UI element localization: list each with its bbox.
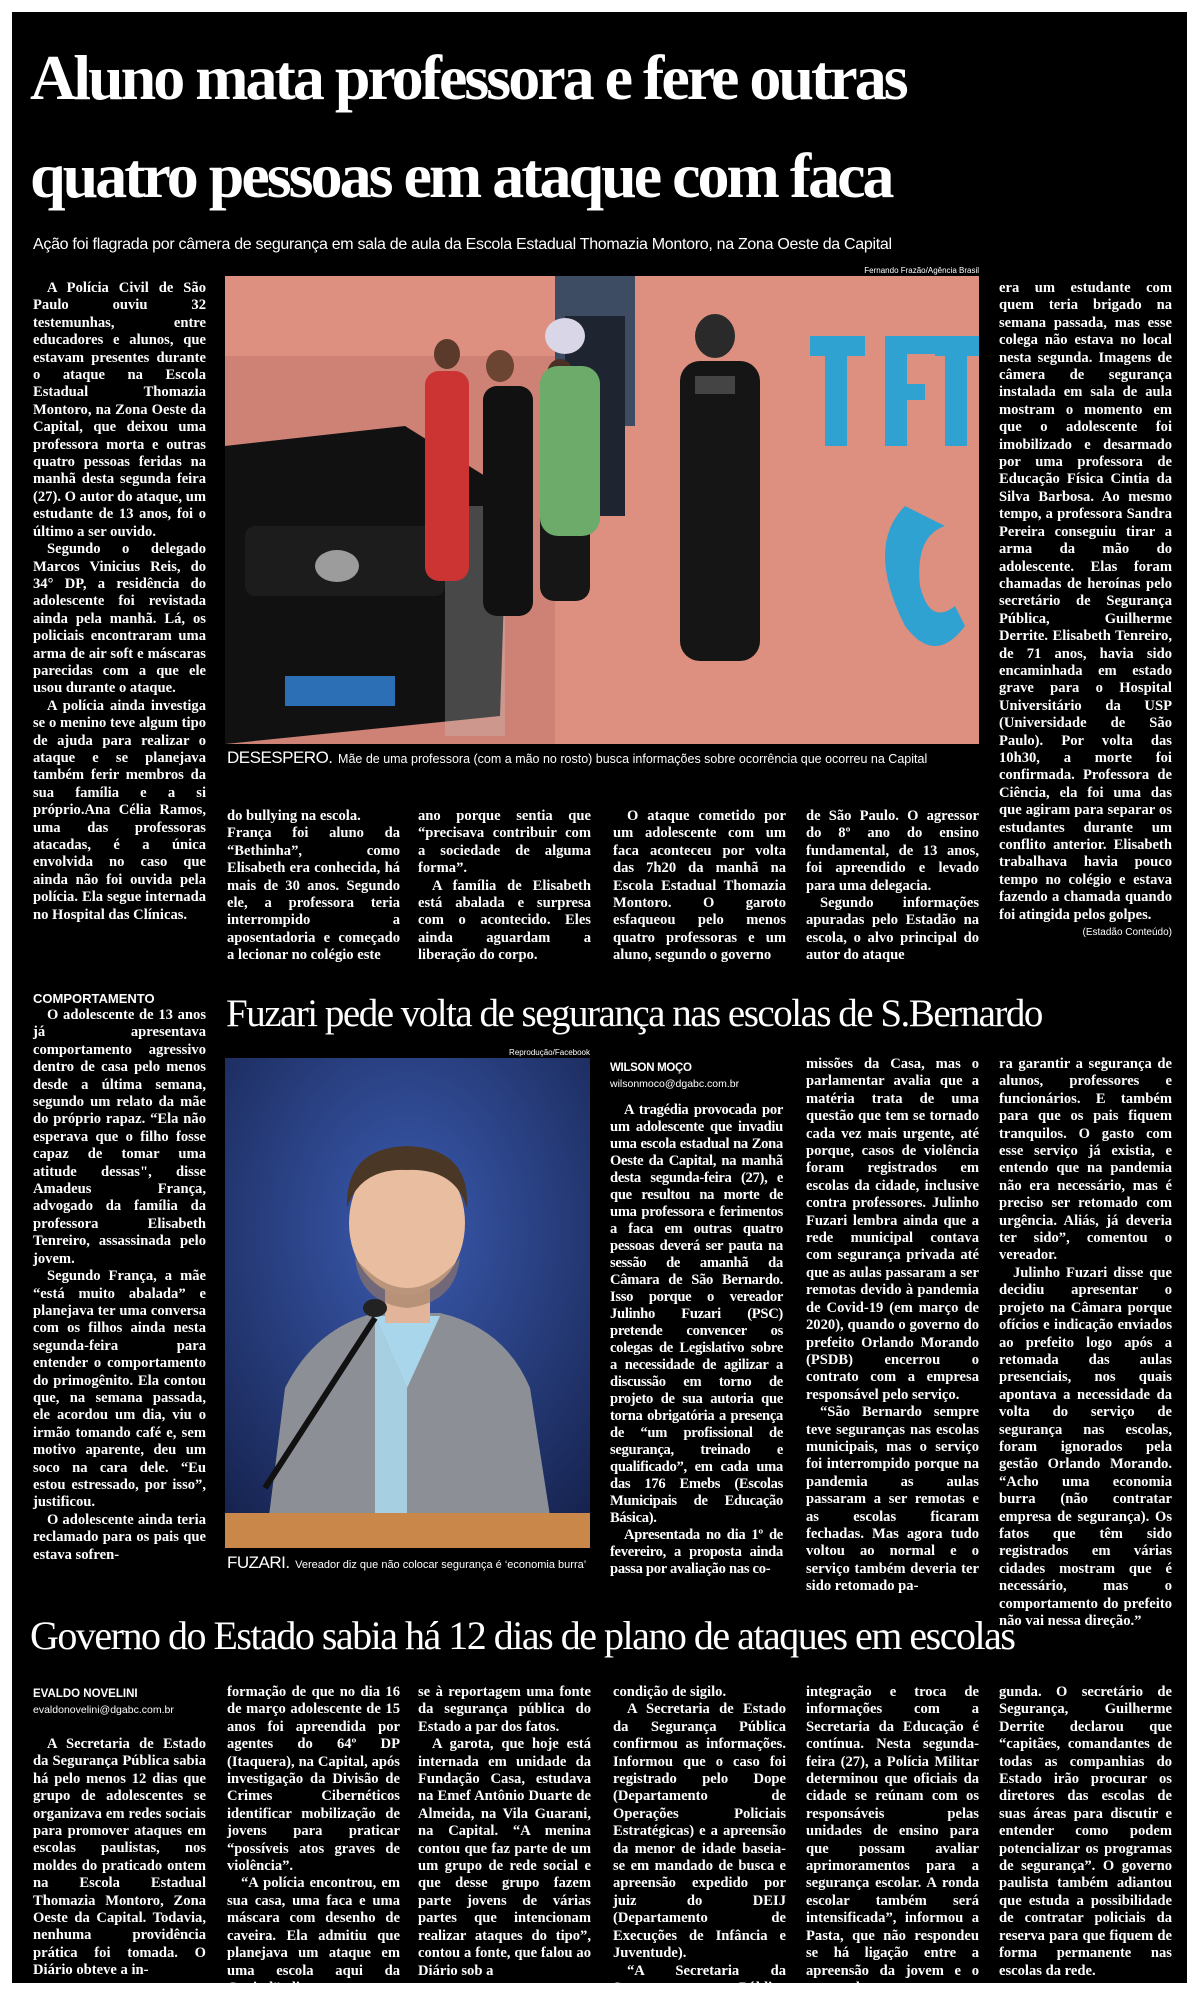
- caption-lead: FUZARI.: [227, 1553, 290, 1572]
- caption-text: Vereador diz que não colocar segurança é ‘economia burra’: [295, 1559, 587, 1571]
- paragraph: Segundo França, a mãe “está muito abalada” e planejava ter uma conversa com os filhos ainda nesta segunda-feira para entender o comportamento do primogênito. Ela contou que, na semana passada, ele acordou um dia, viu o irmão tomando café e, sem motivo aparente, deu um soco na cara dele. “Eu estou estressado, por isso”, justificou.: [33, 1268, 206, 1511]
- paragraph: A garota, que hoje está internada em unidade da Fundação Casa, estudava na Emef Antônio Duarte de Almeida, na Vila Guarani, na Capital. “A menina contou que faz parte de um um grupo de rede social e que desse grupo fazem parte jovens de várias partes que intencionam realizar ataques do tipo”, contou a fonte, que falou ao Diário sob a: [418, 1736, 591, 1979]
- paragraph: integração e troca de informações com a Secretaria da Educação é contínua. Nesta segunda-feira (27), a Polícia Militar determinou que oficiais da cidade se reúnam com os responsáveis pelas unidades de ensino para que possam avaliar aprimoramentos para a segurança escolar. A ronda escolar também será intensificada”, informou a Pasta, que não respondeu se há ligação entre a apreensão da jovem e o ataque desta se-: [806, 1684, 979, 1996]
- caption-lead: DESESPERO.: [227, 748, 333, 767]
- paragraph: A Secretaria de Estado da Segurança Pública confirmou as informações. Informou que o caso foi registrado pelo Dope (Departamento de Operações Policiais Estratégicas) e a apreensão da menor de idade baseia-se em mandado de busca e apreensão expedido por juiz do DEIJ (Departamento de Execuções de Infância e Juventude).: [613, 1701, 786, 1962]
- article1-column-b: [418, 808, 591, 973]
- photo-caption: [227, 1553, 586, 1573]
- paragraph: Segundo informações apuradas pelo Estadão na escola, o alvo principal do autor do ataque: [806, 895, 979, 964]
- photo-caption: [227, 748, 927, 768]
- paragraph: Segundo o delegado Marcos Vinicius Reis, do 34° DP, a residência do adolescente foi revistada ainda pela manhã. Lá, os policiais encontraram uma arma de air soft e máscaras parecidas com a que ele usou durante o ataque.: [33, 541, 206, 697]
- article3-column-6: [999, 1684, 1172, 1979]
- paragraph: formação de que no dia 16 de março adolescente de 15 anos foi apreendida por agentes do 64º DP (Itaquera), na Capital, após investigação da Divisão de Crimes Cibernéticos identificar mobilização de jovens para praticar “possíveis atos graves de violência”.: [227, 1684, 400, 1875]
- paragraph: “A polícia encontrou, em sua casa, uma faca e uma máscara com desenho de caveira. Ela admitiu que planejava um ataque em uma escola aqui da Capital”, dis-: [227, 1875, 400, 1996]
- article1-column-c: [613, 808, 786, 973]
- article3-column-5: [806, 1684, 979, 1996]
- article3-column-3: [418, 1684, 591, 1979]
- photo-credit: Reprodução/Facebook: [509, 1048, 590, 1057]
- section-kicker: COMPORTAMENTO: [33, 991, 155, 1006]
- school-photo: [225, 276, 979, 744]
- paragraph: ra garantir a segurança de alunos, professores e funcionários. E também para que os pais fiquem tranquilos. O gasto com esse serviço já existia, e entendo que na pandemia não era necessário, mas é preciso ser retomado com urgência. Aliás, já deveria ter sido”, comentou o vereador.: [999, 1056, 1172, 1264]
- source-credit: (Estadão Conteúdo): [1082, 927, 1172, 939]
- caption-text: Mãe de uma professora (com a mão no rosto) busca informações sobre ocorrência que ocorreu na Capital: [338, 752, 928, 766]
- article1-column-right: [999, 280, 1172, 980]
- paragraph: O ataque cometido por um adolescente com um faca aconteceu por volta das 7h20 da manhã na Escola Estadual Thomazia Montoro. O garoto esfaqueou pelo menos quatro professoras e um aluno, segundo o governo: [613, 808, 786, 964]
- paragraph: era um estudante com quem teria brigado na semana passada, mas esse colega não estava no local nesta segunda. Imagens de câmera de segurança instalada em sala de aula mostram o momento em que o adolescente foi imobilizado e desarmado por uma professora de Educação Física Cintia da Silva Barbosa. Ao mesmo tempo, a professora Sandra Pereira conseguiu tirar a arma da mão do adolescente. Elas foram chamadas de heroínas pelo secretário de Segurança Pública, Guilherme Derrite. Elisabeth Tenreiro, de 71 anos, havia sido encaminhada em estado grave para o Hospital Universitário da USP (Universidade de São Paulo). Por volta das 10h30, a morte foi confirmada. Professora de Ciência, ela foi uma das que agiram para separar os estudantes durante um conflito anterior. Elisabeth trabalhava havia pouco tempo no colégio e estava fazendo a chamada quando foi atingida pelos golpes.: [999, 280, 1172, 923]
- subtitle: Ação foi flagrada por câmera de segurança em sala de aula da Escola Estadual Thomazia Montoro, na Zona Oeste da Capital: [33, 236, 892, 253]
- byline: WILSON MOÇO: [610, 1062, 692, 1074]
- paragraph: “São Bernardo sempre teve seguranças nas escolas municipais, mas o serviço foi interrompido porque na pandemia as aulas passaram a ser remotas e as escolas ficaram fechadas. Mas agora tudo voltou ao normal e o serviço também deveria ter sido retomado pa-: [806, 1404, 979, 1595]
- paragraph: ano porque sentia que “precisava contribuir com a sociedade de alguma forma”.: [418, 808, 591, 877]
- paragraph: A tragédia provocada por um adolescente que invadiu uma escola estadual na Zona Oeste da Capital, na manhã desta segunda-feira (27), e que resultou na morte de uma professora e ferimentos a faca em outras quatro pessoas deverá ser pauta na sessão de amanhã da Câmara de São Bernardo. Isso porque o vereador Julinho Fuzari (PSC) pretende convencer os colegas de Legislativo sobre a necessidade de agilizar a discussão em torno de projeto de sua autoria que torna obrigatória a presença de “um profissional de segurança, treinado e qualificado”, em cada uma das 176 Emebs (Escolas Municipais de Educação Básica).: [610, 1102, 783, 1526]
- headline-line-2: quatro pessoas em ataque com faca: [30, 140, 892, 211]
- paragraph: do bullying na escola.: [227, 808, 361, 824]
- paragraph: missões da Casa, mas o parlamentar avalia que a matéria trata de uma questão que tem se tornado cada vez mais urgente, até porque, casos de violência foram registrados em escolas da cidade, inclusive contra professores. Julinho Fuzari lembra ainda que a rede municipal contava com segurança privada até que as aulas passaram a ser remotas devido à pandemia de Covid-19 (em março de 2020), quando o governo do prefeito Orlando Morando (PSDB) encerrou o contrato com a empresa responsável pelo serviço.: [806, 1056, 979, 1403]
- paragraph: Apresentada no dia 1º de fevereiro, a proposta ainda passa por avaliação nas co-: [610, 1527, 783, 1577]
- article3-column-2: [227, 1684, 400, 1996]
- paragraph: gunda. O secretário de Segurança, Guilherme Derrite declarou que “capitães, comandantes de todas as companhias do Estado irão procurar os diretores das escolas de suas áreas para discutir e entender como podem potencializar os programas de segurança”. O governo paulista também adiantou que estuda a possibilidade de contratar policiais da reserva para que fiquem de forma permanente nas escolas da rede.: [999, 1684, 1172, 1979]
- article2-column-1: [610, 1060, 783, 1600]
- headline-line-1: Aluno mata professora e fere outras: [30, 42, 906, 113]
- paragraph: de São Paulo. O agressor do 8º ano do ensino fundamental, de 13 anos, foi apreendido e levado para uma delegacia.: [806, 808, 979, 894]
- comportamento-column: [33, 990, 206, 1570]
- paragraph: França foi aluno da “Bethinha”, como Elisabeth era conhecida, há mais de 30 anos. Segundo ele, a professora teria interrompido a aposentadoria e começado a lecionar no colégio este: [227, 825, 400, 964]
- paragraph: “A Secretaria da Segurança Pública esclarece que a: [613, 1962, 786, 2014]
- paragraph: A Polícia Civil de São Paulo ouviu 32 testemunhas, entre educadores e alunos, que estavam presentes durante o ataque na Escola Estadual Thomazia Montoro, na Zona Oeste da Capital, que deixou uma professora morta e outras quatro pessoas feridas na manhã desta segunda feira (27). O autor do ataque, um estudante de 13 anos, foi o último a ser ouvido.: [33, 280, 206, 540]
- article1-column-a: [227, 808, 400, 973]
- author-email[interactable]: wilsonmoco@dgabc.com.br: [610, 1078, 740, 1090]
- article2-column-2: [806, 1056, 979, 1595]
- paragraph: O adolescente de 13 anos já apresentava comportamento agressivo dentro de casa pelo menos desde a última semana, segundo um relato da mãe do próprio rapaz. “Ela não esperava que o filho fosse capaz de tomar uma atitude dessas", disse Amadeus França, advogado da família da professora Elisabeth Tenreiro, assassinada pelo jovem.: [33, 1007, 206, 1267]
- photo-credit: Fernando Frazão/Agência Brasil: [864, 266, 979, 275]
- article3-column-1: [33, 1686, 206, 1979]
- author-email[interactable]: evaldonovelini@dgabc.com.br: [33, 1704, 174, 1716]
- article2-column-3: [999, 1056, 1172, 1629]
- paragraph: O adolescente ainda teria reclamado para os pais que estava sofren-: [33, 1511, 206, 1563]
- fuzari-photo: [225, 1058, 590, 1548]
- paragraph: A família de Elisabeth está abalada e surpresa com o acontecido. Eles ainda aguardam a liberação do corpo.: [418, 877, 591, 964]
- article3-column-4: [613, 1684, 786, 2014]
- article1-column-1: [33, 280, 206, 975]
- article2-headline: Fuzari pede volta de segurança nas escolas de S.Bernardo: [226, 992, 1042, 1035]
- article1-column-d: [806, 808, 979, 973]
- paragraph: A Secretaria de Estado da Segurança Pública sabia há pelo menos 12 dias que grupo de adolescentes se organizava em redes sociais para promover ataques em escolas paulistas, nos moldes do praticado ontem na Escola Estadual Thomazia Montoro, Zona Oeste da Capital. Todavia, nenhuma providência prática foi tomada. O Diário obteve a in-: [33, 1736, 206, 1979]
- article3-headline: Governo do Estado sabia há 12 dias de plano de ataques em escolas: [30, 1613, 1015, 1658]
- paragraph: condição de sigilo.: [613, 1684, 727, 1700]
- byline: EVALDO NOVELINI: [33, 1688, 138, 1700]
- paragraph: Julinho Fuzari disse que decidiu apresentar o projeto na Câmara porque ofícios e indicação enviados ao prefeito logo após a retomada das aulas presenciais, nos quais apontava a necessidade da volta do serviço de segurança nas escolas, foram ignorados pela gestão Orlando Morando. “Acho uma economia burra (não contratar empresa de segurança). Os fatos que têm sido registrados em várias cidades mostram que é necessário, mas o comportamento do prefeito não vai nessa direção.”: [999, 1264, 1172, 1629]
- paragraph: A polícia ainda investiga se o menino teve algum tipo de ajuda para realizar o ataque e se planejava também ferir membros da sua família e a si próprio.Ana Célia Ramos, uma das professoras atacadas, é a única envolvida no caso que ainda não foi ouvida pela polícia. Ela segue internada no Hospital das Clínicas.: [33, 697, 206, 923]
- paragraph: se à reportagem uma fonte da segurança pública do Estado a par dos fatos.: [418, 1684, 591, 1735]
